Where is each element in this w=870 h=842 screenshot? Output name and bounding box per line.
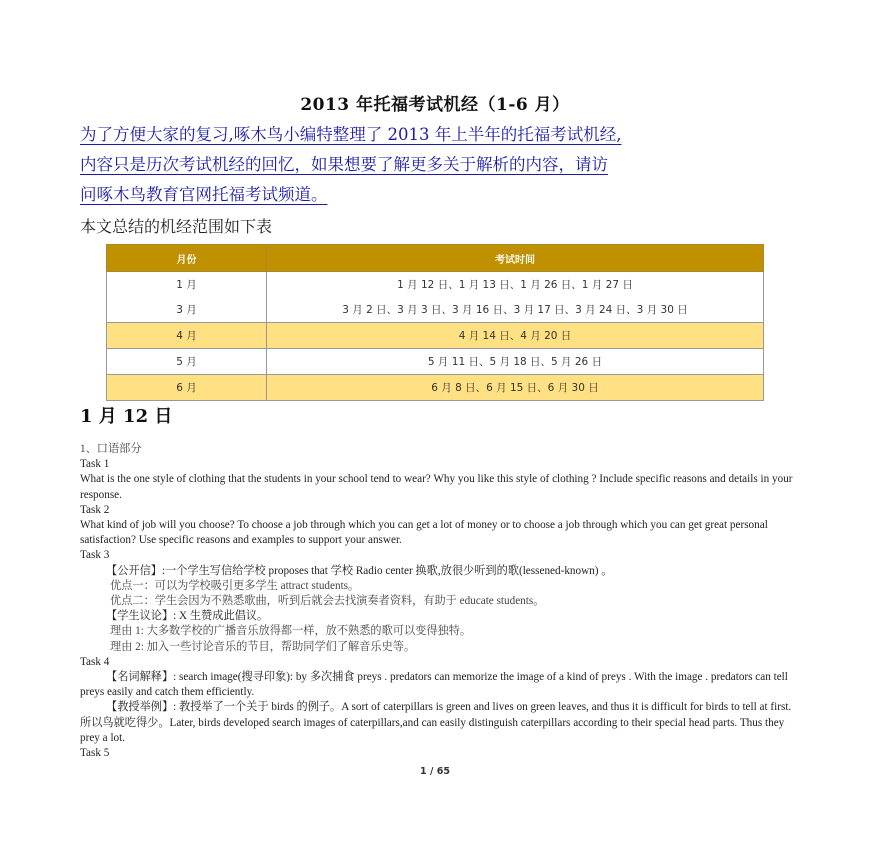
dates-cell: 4 月 14 日、4 月 20 日 (267, 323, 764, 349)
task3-line: 【学生议论】: X 生赞成此倡议。 (106, 610, 269, 623)
table-row (107, 272, 764, 298)
exam-schedule-table (106, 244, 764, 401)
dates-cell: 3 月 2 日、3 月 3 日、3 月 16 日、3 月 17 日、3 月 24 日、3 月 30 日 (267, 297, 764, 323)
column-header-dates: 考试时间 (267, 245, 764, 272)
table-caption: 本文总结的机经范围如下表 (80, 217, 273, 236)
intro-link-line[interactable]: 问啄木鸟教育官网托福考试频道。 (80, 185, 328, 204)
task-label: Task 2 (80, 503, 110, 516)
dates-cell: 5 月 11 日、5 月 18 日、5 月 26 日 (267, 349, 764, 375)
task3-line: 优点一：可以为学校吸引更多学生 attract students。 (110, 579, 360, 592)
section-date-heading: 1 月 12 日 (80, 406, 173, 427)
table-row (107, 375, 764, 401)
intro-link-line[interactable]: 内容只是历次考试机经的回忆，如果想要了解更多关于解析的内容，请访 (80, 155, 608, 174)
column-header-month: 月份 (107, 245, 267, 272)
task3-line: 优点二：学生会因为不熟悉歌曲，听到后就会去找演奏者资料，有助于 educate students。 (110, 595, 545, 608)
document-body (80, 442, 795, 761)
month-cell: 1 月 (107, 272, 267, 298)
task3-line: 【公开信】:一个学生写信给学校 proposes that 学校 Radio center 换歌,放很少听到的歌(lessened-known) 。 (106, 564, 613, 577)
task4-paragraph: 【名词解释】: search image(搜寻印象): by 多次捕食 preys . predators can memorize the image of a kind of preys . With the image . predators can tell preys easily and catch them efficiently. (80, 671, 788, 699)
table-row (107, 349, 764, 375)
task4-paragraph: 【教授举例】: 教授举了一个关于 birds 的例子。A sort of caterpillars is green and lives on green leaves, and thus it is difficult for birds to tell at first. 所以鸟就吃得少。Later, birds developed search images of caterpillars,and can easily distinguish caterpillars according to their special head parts. Thus they prey a lot. (80, 701, 792, 744)
dates-cell: 1 月 12 日、1 月 13 日、1 月 26 日、1 月 27 日 (267, 272, 764, 298)
dates-cell: 6 月 8 日、6 月 15 日、6 月 30 日 (267, 375, 764, 401)
intro-link-line[interactable]: 为了方便大家的复习,啄木鸟小编特整理了 2013 年上半年的托福考试机经, (80, 125, 622, 144)
page-number: 1 / 65 (420, 766, 450, 777)
month-cell: 6 月 (107, 375, 267, 401)
table-header-row (107, 245, 764, 272)
task3-line: 理由 1: 大多数学校的广播音乐放得都一样，放不熟悉的歌可以变得独特。 (110, 625, 472, 638)
month-cell: 4 月 (107, 323, 267, 349)
document-title: 2013 年托福考试机经（1-6 月） (300, 95, 570, 115)
task-text: What kind of job will you choose? To choose a job through which you can get a lot of money or to choose a job through which you can get great personal satisfaction? Use specific reasons and examples to support your answer. (80, 519, 768, 547)
intro-link[interactable] (80, 120, 795, 210)
month-cell: 5 月 (107, 349, 267, 375)
task3-line: 理由 2: 加入一些讨论音乐的节目，帮助同学们了解音乐史等。 (110, 640, 416, 653)
month-cell: 3 月 (107, 297, 267, 323)
task-text: What is the one style of clothing that the students in your school tend to wear? Why you like this style of clothing ? Include specific reasons and details in your response. (80, 473, 793, 501)
table-row (107, 323, 764, 349)
task-label: Task 1 (80, 458, 110, 471)
task-label: Task 3 (80, 549, 110, 562)
table-row (107, 297, 764, 323)
task-label: Task 4 (80, 655, 110, 668)
task-label: Task 5 (80, 747, 110, 760)
section-part-label: 1、口语部分 (80, 443, 142, 455)
